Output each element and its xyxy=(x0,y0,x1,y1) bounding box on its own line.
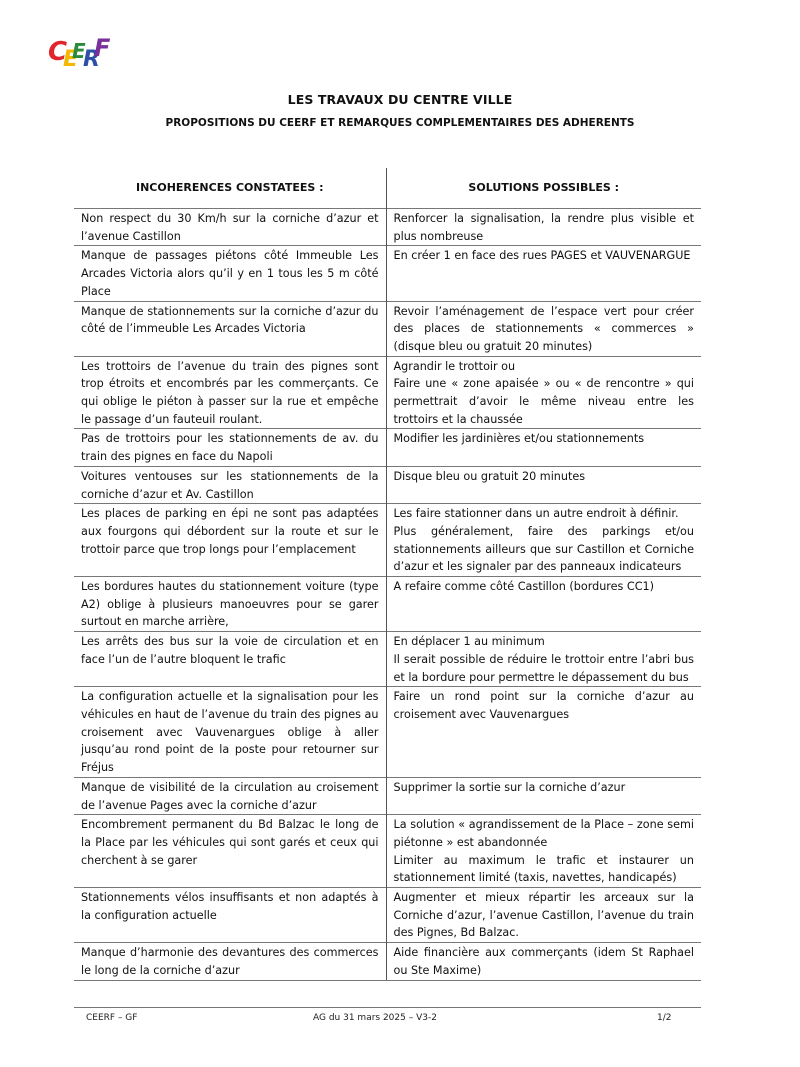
solution-cell xyxy=(386,209,701,246)
solution-text: A refaire comme côté Castillon (bordures CC1) xyxy=(393,580,655,594)
problem-cell xyxy=(74,466,386,503)
table-row xyxy=(74,246,701,301)
table-row xyxy=(74,504,701,577)
table-row xyxy=(74,632,701,687)
footer-divider xyxy=(74,1007,701,1008)
table-row xyxy=(74,429,701,466)
problem-text: Les bordures hautes du stationnement voiture (type A2) oblige à plusieurs manoeuvres pour se garer surtout en marche arrière, xyxy=(81,580,379,629)
solution-text: Disque bleu ou gratuit 20 minutes xyxy=(393,469,586,483)
problem-text: Manque d’harmonie des devantures des commerces le long de la corniche d’azur xyxy=(81,946,379,977)
solution-text: Renforcer la signalisation, la rendre plus visible et plus nombreuse xyxy=(393,212,694,243)
solution-cell xyxy=(386,504,701,577)
solution-text: En déplacer 1 au minimum xyxy=(393,635,545,649)
header-solutions: SOLUTIONS POSSIBLES : xyxy=(468,180,620,194)
footer-page-number: 1/2 xyxy=(657,1013,672,1023)
solution-cell xyxy=(386,632,701,687)
solution-cell xyxy=(386,777,701,814)
table-header-row xyxy=(74,168,701,206)
solution-cell xyxy=(386,301,701,356)
problem-cell xyxy=(74,246,386,301)
solution-cell xyxy=(386,356,701,429)
problem-cell xyxy=(74,777,386,814)
problem-cell xyxy=(74,888,386,943)
problem-cell xyxy=(74,429,386,466)
footer-meeting: AG du 31 mars 2025 – V3-2 xyxy=(313,1013,437,1023)
problem-text: Stationnements vélos insuffisants et non adaptés à la configuration actuelle xyxy=(81,891,379,922)
logo-letter-e2: E xyxy=(72,39,86,63)
solution-text: En créer 1 en face des rues PAGES et VAUVENARGUE xyxy=(393,249,691,263)
document-subtitle: PROPOSITIONS DU CEERF ET REMARQUES COMPLEMENTAIRES DES ADHERENTS xyxy=(165,117,635,129)
problem-cell xyxy=(74,577,386,632)
header-incoherences: INCOHERENCES CONSTATEES : xyxy=(74,168,386,206)
problem-text: La configuration actuelle et la signalisation pour les véhicules en haut de l’avenue du train des pignes au croisement avec Vauvenargues oblige à aller jusqu’au rond point de la poste pour retourner sur Fréjus xyxy=(81,690,379,775)
document-title: LES TRAVAUX DU CENTRE VILLE xyxy=(287,92,513,107)
solution-cell xyxy=(386,466,701,503)
problem-cell xyxy=(74,209,386,246)
table-row xyxy=(74,577,701,632)
solution-text: Augmenter et mieux répartir les arceaux sur la Corniche d’azur, l’avenue Castillon, l’avenue du train des Pignes, Bd Balzac. xyxy=(393,891,694,940)
problem-text: Encombrement permanent du Bd Balzac le long de la Place par les véhicules qui sont garés et ceux qui cherchent à se garer xyxy=(81,818,379,867)
table-row xyxy=(74,209,701,246)
solution-text: Limiter au maximum le trafic et instaurer un stationnement limité (taxis, navettes, handicapés) xyxy=(393,853,694,885)
table-row xyxy=(74,356,701,429)
solution-cell xyxy=(386,577,701,632)
problem-text: Manque de stationnements sur la corniche d’azur du côté de l’immeuble Les Arcades Victoria xyxy=(81,304,379,336)
problem-text: Les places de parking en épi ne sont pas adaptées aux fourgons qui débordent sur la route et sur le trottoir parce que trop longs pour l’emplacement xyxy=(81,507,379,556)
solution-text: Faire un rond point sur la corniche d’azur au croisement avec Vauvenargues xyxy=(393,690,694,721)
table-row xyxy=(74,943,701,980)
problem-text: Pas de trottoirs pour les stationnements de av. du train des pignes en face du Napoli xyxy=(81,432,379,464)
problem-cell xyxy=(74,301,386,356)
solution-text: Il serait possible de réduire le trottoir entre l’abri bus et la bordure pour permettre le dépassement du bus xyxy=(393,652,694,684)
solution-text: Aide financière aux commerçants (idem St Raphael ou Ste Maxime) xyxy=(393,946,694,977)
solution-cell xyxy=(386,687,701,778)
problem-text: Voitures ventouses sur les stationnements de la corniche d’azur et Av. Castillon xyxy=(81,469,379,501)
table-row xyxy=(74,815,701,888)
solution-cell xyxy=(386,888,701,943)
problem-cell xyxy=(74,632,386,687)
problem-text: Manque de passages piétons côté Immeuble Les Arcades Victoria alors qu’il y en 1 tous les 5 m côté Place xyxy=(81,249,379,298)
problem-text: Les arrêts des bus sur la voie de circulation et en face l’un de l’autre bloquent le trafic xyxy=(81,635,379,666)
logo-letter-r: R xyxy=(83,47,100,72)
table-row xyxy=(74,777,701,814)
solution-cell xyxy=(386,246,701,301)
solution-text: Plus généralement, faire des parkings et/ou stationnements ailleurs que sur Castillon et Corniche d’azur et les signaler par des panneaux indicateurs xyxy=(393,524,694,574)
problem-cell xyxy=(74,943,386,980)
logo-letter-f: F xyxy=(94,34,110,62)
problem-text: Les trottoirs de l’avenue du train des pignes sont trop étroits et encombrés par les commerçants. Ce qui oblige le piéton à passer sur la rue et empêche le passage d’un fauteuil roulant. xyxy=(81,359,379,426)
proposals-table-container xyxy=(74,168,701,981)
problem-cell xyxy=(74,504,386,577)
solution-text: Faire une « zone apaisée » ou « de rencontre » qui permettrait d’avoir le même niveau entre les trottoirs et la chaussée xyxy=(393,377,694,426)
problem-cell xyxy=(74,815,386,888)
logo-letter-e1: E xyxy=(63,47,79,72)
solution-text: Modifier les jardinières et/ou stationnements xyxy=(393,432,645,446)
table-row xyxy=(74,888,701,943)
table-row xyxy=(74,301,701,356)
table-body xyxy=(74,209,701,981)
solution-cell xyxy=(386,429,701,466)
table-row xyxy=(74,466,701,503)
solution-text: Revoir l’aménagement de l’espace vert pour créer des places de stationnements « commerces » (disque bleu ou gratuit 20 minutes) xyxy=(393,304,694,353)
solution-text: Supprimer la sortie sur la corniche d’azur xyxy=(393,780,626,794)
solution-text: La solution « agrandissement de la Place – zone semi piétonne » est abandonnée xyxy=(393,818,694,849)
solution-cell xyxy=(386,943,701,980)
solution-cell xyxy=(386,815,701,888)
logo-letter-c: C xyxy=(48,37,68,67)
solution-text: Les faire stationner dans un autre endroit à définir. xyxy=(393,507,679,521)
problem-cell xyxy=(74,687,386,778)
proposals-table xyxy=(74,168,701,981)
problem-text: Non respect du 30 Km/h sur la corniche d’azur et l’avenue Castillon xyxy=(81,212,379,243)
table-row xyxy=(74,687,701,778)
solution-text: Agrandir le trottoir ou xyxy=(393,359,516,373)
problem-text: Manque de visibilité de la circulation au croisement de l’avenue Pages avec la corniche d’azur xyxy=(81,780,379,812)
footer-author: CEERF – GF xyxy=(86,1013,138,1023)
ceerf-logo xyxy=(48,30,110,74)
problem-cell xyxy=(74,356,386,429)
